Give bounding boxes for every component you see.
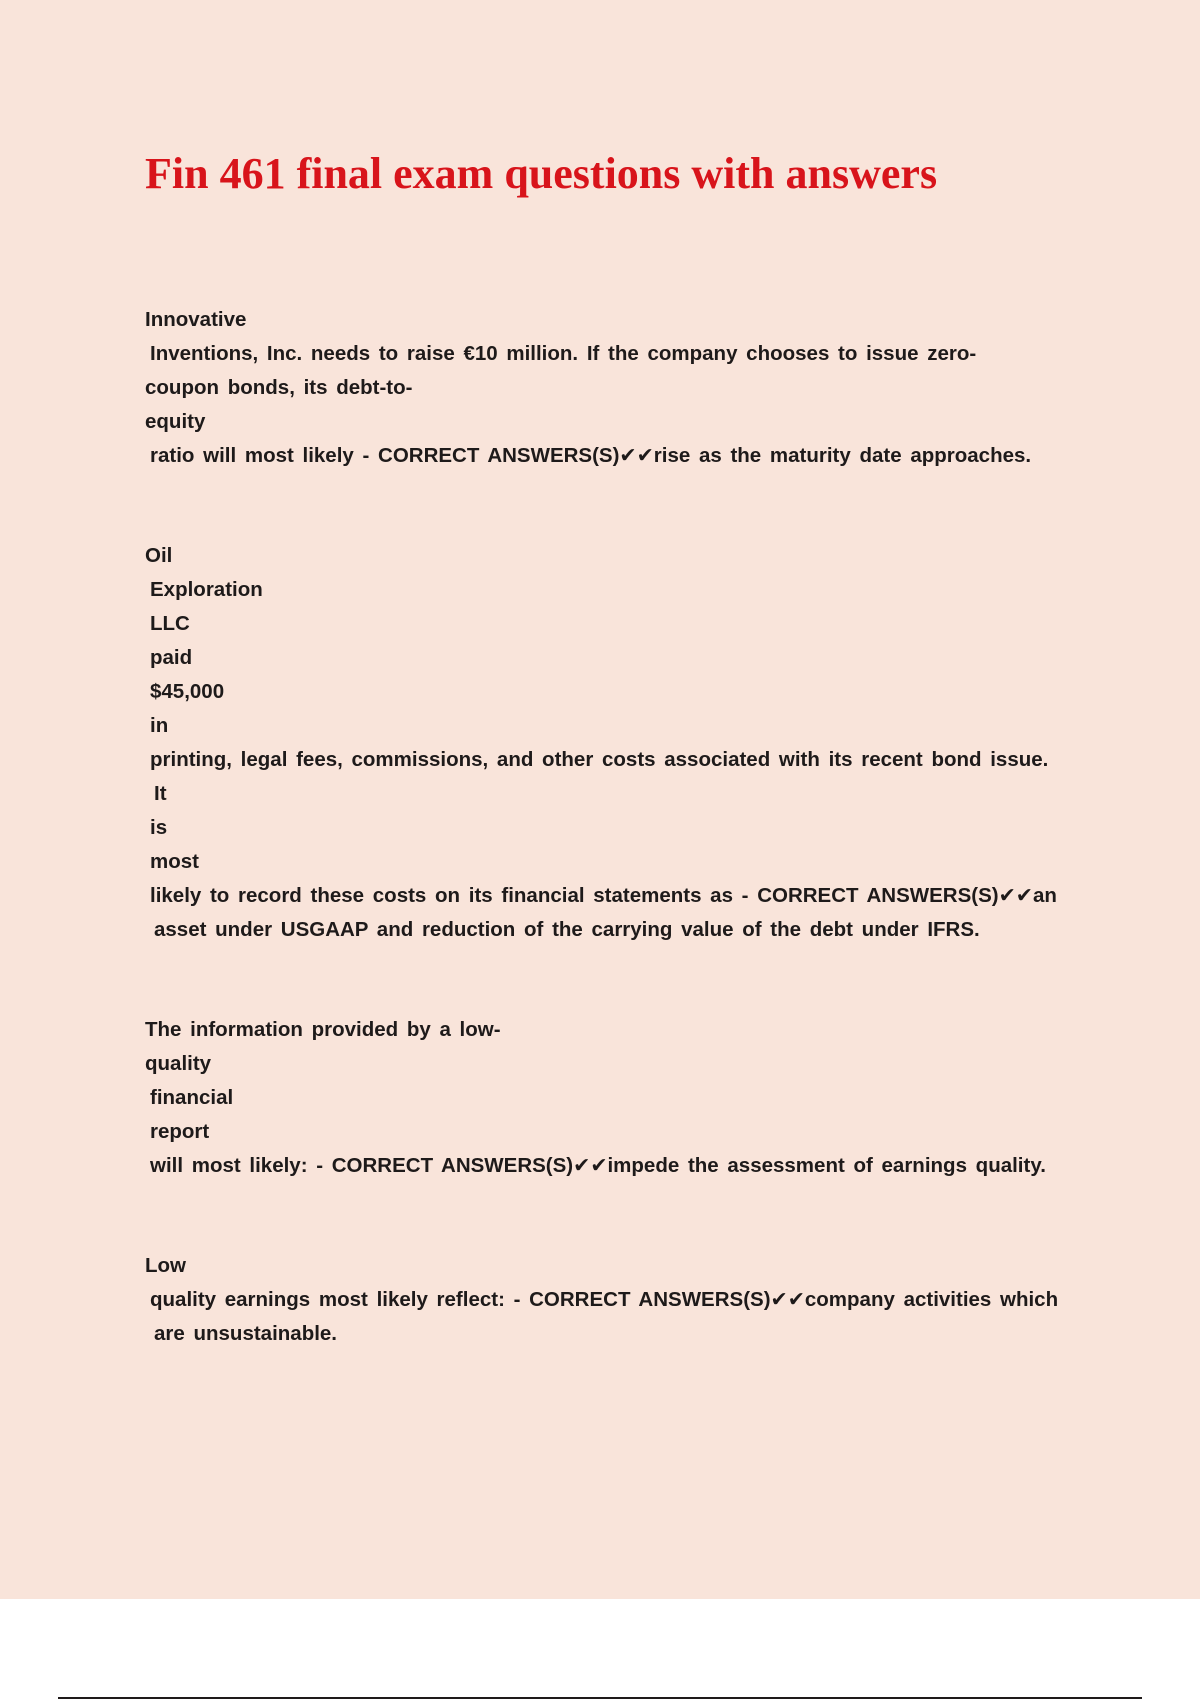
answer-text-line: quality earnings most likely reflect: - CORRECT ANSWERS(S)✔✔company activities which bbox=[150, 1288, 1059, 1311]
question-text-line: most bbox=[150, 850, 199, 873]
question-text-line: The information provided by a low- bbox=[145, 1018, 501, 1041]
question-text-line: financial bbox=[150, 1086, 234, 1109]
question-text-line: paid bbox=[150, 646, 193, 669]
answer-text-line: will most likely: - CORRECT ANSWERS(S)✔✔impede the assessment of earnings quality. bbox=[150, 1154, 1046, 1177]
question-text-line: report bbox=[150, 1120, 210, 1143]
question-text-line: Oil bbox=[145, 544, 173, 567]
question-block-1 bbox=[145, 303, 1090, 473]
question-text-line: printing, legal fees, commissions, and other costs associated with its recent bond issue. bbox=[150, 748, 1049, 771]
question-text-line: equity bbox=[145, 410, 206, 433]
footer-divider bbox=[58, 1697, 1142, 1699]
answer-text-line: are unsustainable. bbox=[154, 1322, 338, 1345]
question-text-line: Low bbox=[145, 1254, 186, 1277]
question-text-line: $45,000 bbox=[150, 680, 225, 703]
answer-text-line: asset under USGAAP and reduction of the carrying value of the debt under IFRS. bbox=[154, 918, 980, 941]
question-block-4 bbox=[145, 1249, 1090, 1351]
question-text-line: Inventions, Inc. needs to raise €10 million. If the company chooses to issue zero- bbox=[150, 342, 977, 365]
question-text-line: quality bbox=[145, 1052, 212, 1075]
question-text-line: coupon bonds, its debt-to- bbox=[145, 376, 413, 399]
question-text-line: It bbox=[154, 782, 167, 805]
document-title: Fin 461 final exam questions with answers bbox=[145, 149, 938, 198]
question-text-line: is bbox=[150, 816, 168, 839]
answer-text-line: likely to record these costs on its financial statements as - CORRECT ANSWERS(S)✔✔an bbox=[150, 884, 1057, 907]
question-text-line: Exploration bbox=[150, 578, 263, 601]
question-block-2 bbox=[145, 539, 1090, 947]
answer-text-line: ratio will most likely - CORRECT ANSWERS(S)✔✔rise as the maturity date approaches. bbox=[150, 444, 1032, 467]
question-text-line: LLC bbox=[150, 612, 190, 635]
question-text-line: in bbox=[150, 714, 169, 737]
question-block-3 bbox=[145, 1013, 1090, 1183]
question-text-line: Innovative bbox=[145, 308, 247, 331]
